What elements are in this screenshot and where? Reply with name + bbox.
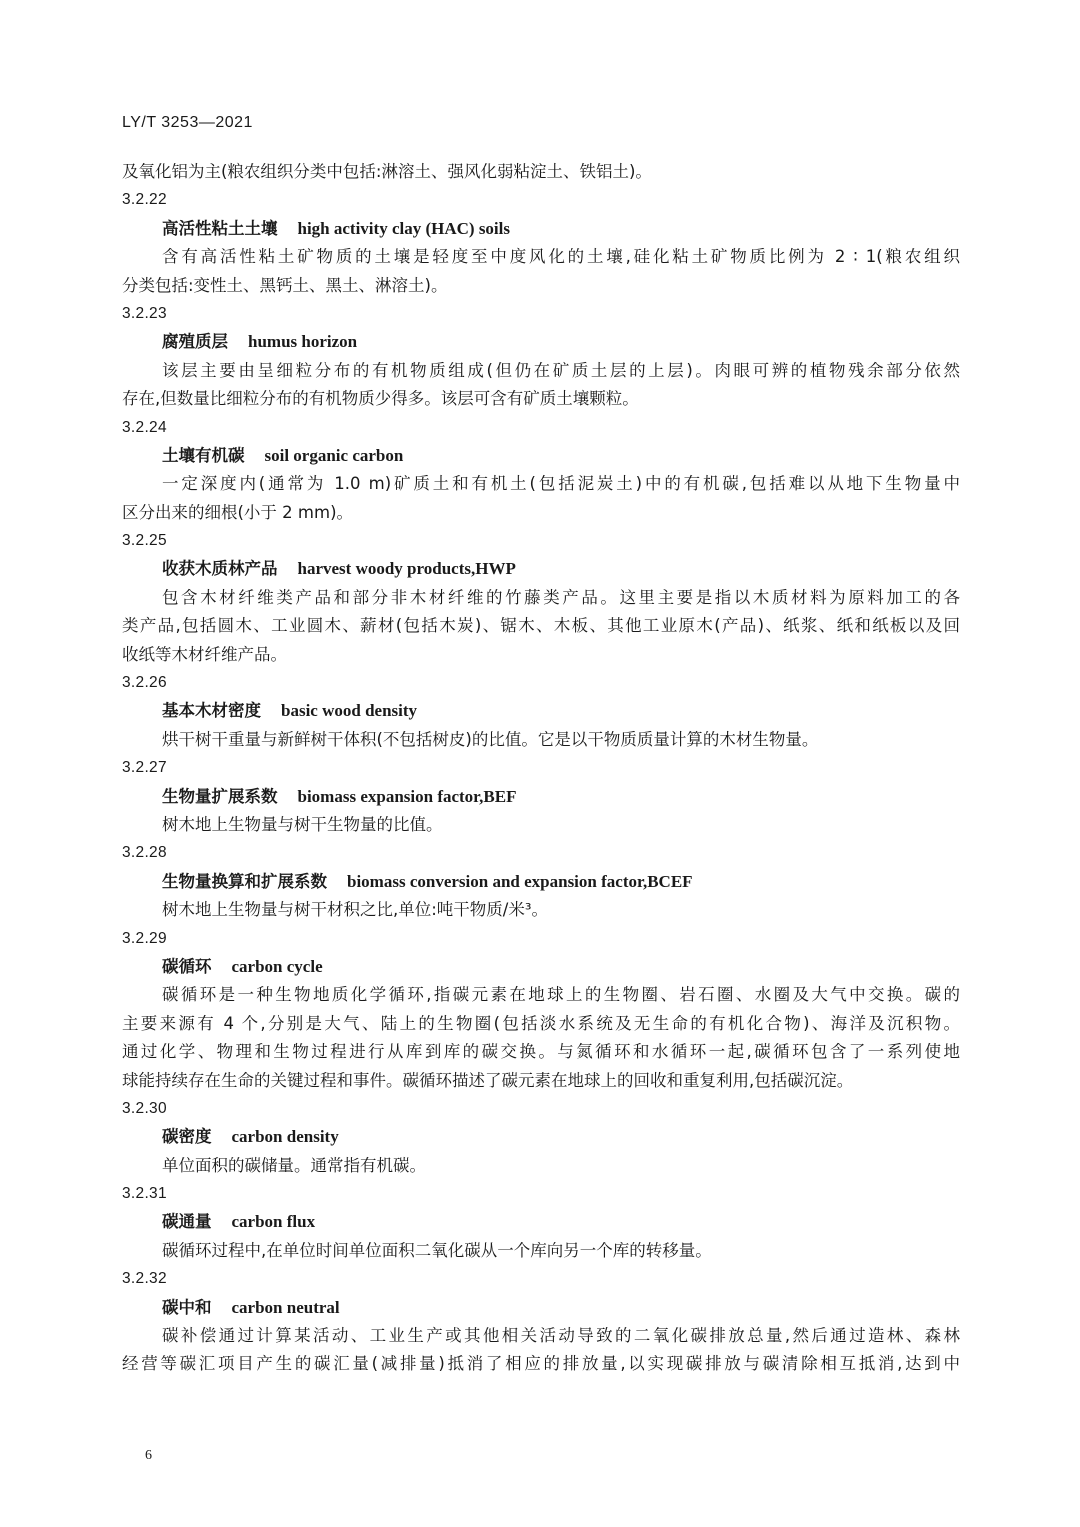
- clause-number: 3.2.23: [122, 304, 167, 322]
- definition-line: 类产品,包括圆木、工业圆木、薪材(包括木炭)、锯木、木板、其他工业原木(产品)、纸浆、纸和纸板以及回: [122, 616, 960, 636]
- term-english: soil organic carbon: [264, 445, 404, 465]
- definition-line: 球能持续存在生命的关键过程和事件。碳循环描述了碳元素在地球上的回收和重复利用,包括碳沉淀。: [122, 1070, 854, 1090]
- definition-line: 烘干树干重量与新鲜树干体积(不包括树皮)的比值。它是以干物质质量计算的木材生物量。: [162, 729, 819, 749]
- definition-line: 主要来源有 4 个,分别是大气、陆上的生物圈(包括淡水系统及无生命的有机化合物)、海洋及沉积物。: [122, 1013, 960, 1033]
- term-heading: [122, 328, 960, 356]
- clause-number: 3.2.27: [122, 759, 167, 777]
- term-english: carbon neutral: [231, 1297, 340, 1317]
- definition-line: 包含木材纤维类产品和部分非木材纤维的竹藤类产品。这里主要是指以木质材料为原料加工的各: [162, 587, 960, 607]
- definition-line: 含有高活性粘土矿物质的土壤是轻度至中度风化的土壤,硅化粘土矿物质比例为 2 ∶ 1(粮农组织: [162, 247, 960, 267]
- term-english: carbon density: [231, 1127, 339, 1147]
- term-english: basic wood density: [281, 701, 418, 721]
- term-english: humus horizon: [248, 332, 358, 352]
- clause-number: 3.2.29: [122, 929, 167, 947]
- definition-line: 分类包括:变性土、黑钙土、黑土、淋溶土)。: [122, 275, 448, 295]
- term-english: biomass conversion and expansion factor,BCEF: [347, 871, 693, 891]
- clause-number: 3.2.26: [122, 674, 167, 692]
- term-chinese: 碳通量: [162, 1212, 212, 1232]
- term-chinese: 生物量换算和扩展系数: [162, 871, 327, 891]
- document-body: [122, 158, 960, 1379]
- term-english: high activity clay (HAC) soils: [297, 218, 510, 238]
- term-chinese: 生物量扩展系数: [162, 786, 278, 806]
- term-heading: [122, 1294, 960, 1322]
- term-heading: [122, 555, 960, 583]
- term-heading: [122, 953, 960, 981]
- term-heading: [122, 1208, 960, 1236]
- clause-number: 3.2.24: [122, 418, 167, 436]
- definition-line: 单位面积的碳储量。通常指有机碳。: [162, 1155, 426, 1175]
- clause-number: 3.2.32: [122, 1270, 167, 1288]
- definition-line: 碳补偿通过计算某活动、工业生产或其他相关活动导致的二氧化碳排放总量,然后通过造林、森林: [162, 1326, 960, 1346]
- term-chinese: 高活性粘土土壤: [162, 218, 278, 238]
- definition-line: 树木地上生物量与树干生物量的比值。: [162, 814, 443, 834]
- term-english: biomass expansion factor,BEF: [297, 786, 517, 806]
- continuation-text: 及氧化铝为主(粮农组织分类中包括:淋溶土、强风化弱粘淀土、铁铝土)。: [122, 162, 652, 181]
- term-english: harvest woody products,HWP: [297, 559, 516, 579]
- term-heading: [122, 783, 960, 811]
- definition-line: 树木地上生物量与树干材积之比,单位:吨干物质/米³。: [162, 900, 548, 920]
- term-heading: [122, 1123, 960, 1151]
- term-chinese: 碳中和: [162, 1297, 212, 1317]
- term-heading: [122, 442, 960, 470]
- term-chinese: 碳密度: [162, 1127, 212, 1147]
- definition-line: 通过化学、物理和生物过程进行从库到库的碳交换。与氮循环和水循环一起,碳循环包含了一系列使地: [122, 1042, 960, 1062]
- definition-line: 经营等碳汇项目产生的碳汇量(减排量)抵消了相应的排放量,以实现碳排放与碳清除相互抵消,达到中: [122, 1354, 960, 1374]
- term-chinese: 碳循环: [162, 956, 212, 976]
- definition-line: 存在,但数量比细粒分布的有机物质少得多。该层可含有矿质土壤颗粒。: [122, 389, 639, 409]
- definition-line: 碳循环过程中,在单位时间单位面积二氧化碳从一个库向另一个库的转移量。: [162, 1240, 712, 1260]
- term-chinese: 基本木材密度: [162, 701, 261, 721]
- term-chinese: 收获木质林产品: [162, 559, 278, 579]
- term-chinese: 腐殖质层: [162, 332, 228, 352]
- term-heading: [122, 697, 960, 725]
- clause-number: 3.2.25: [122, 532, 167, 550]
- clause-number: 3.2.28: [122, 844, 167, 862]
- clause-number: 3.2.22: [122, 191, 167, 209]
- term-english: carbon flux: [231, 1212, 316, 1232]
- standard-number: LY/T 3253—2021: [122, 114, 253, 131]
- term-english: carbon cycle: [231, 956, 323, 976]
- definition-line: 碳循环是一种生物地质化学循环,指碳元素在地球上的生物圈、岩石圈、水圈及大气中交换。碳的: [162, 985, 960, 1005]
- term-chinese: 土壤有机碳: [162, 445, 245, 465]
- definition-line: 收纸等木材纤维产品。: [122, 644, 287, 664]
- clause-number: 3.2.30: [122, 1099, 167, 1117]
- term-heading: [122, 868, 960, 896]
- definition-line: 区分出来的细根(小于 2 mm)。: [122, 502, 354, 522]
- definition-line: 该层主要由呈细粒分布的有机物质组成(但仍在矿质土层的上层)。肉眼可辨的植物残余部分依然: [162, 360, 960, 380]
- clause-number: 3.2.31: [122, 1185, 167, 1203]
- term-heading: [122, 215, 960, 243]
- definition-line: 一定深度内(通常为 1.0 m)矿质土和有机土(包括泥炭土)中的有机碳,包括难以从地下生物量中: [162, 474, 960, 494]
- page-number: 6: [145, 1448, 152, 1463]
